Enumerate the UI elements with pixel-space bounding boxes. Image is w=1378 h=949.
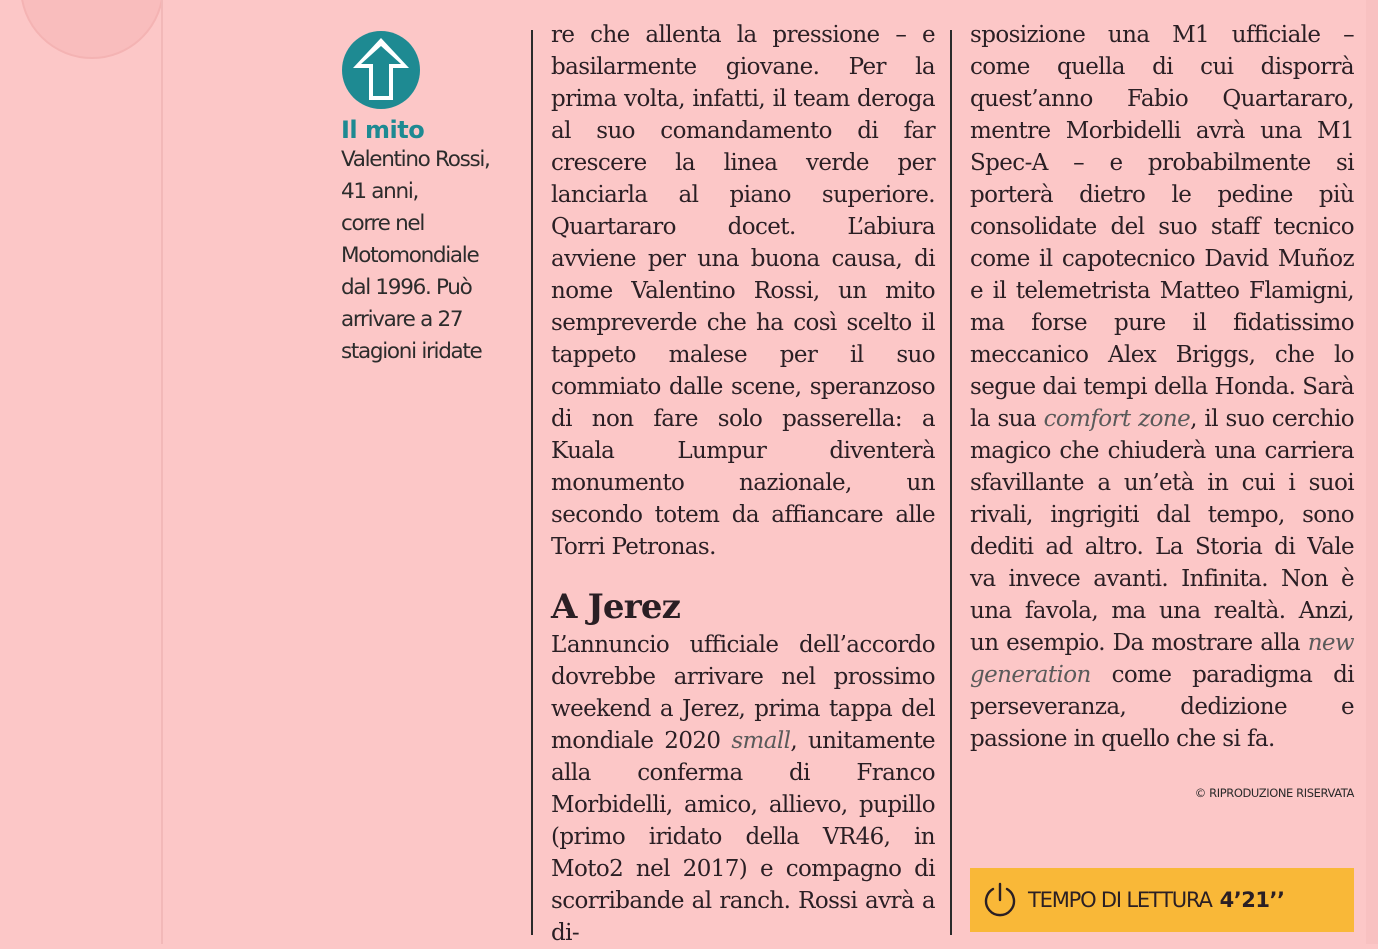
sidebar-box bbox=[341, 30, 521, 368]
italic-term: new generation bbox=[970, 630, 1354, 688]
paragraph: re che allenta la pressione – e basilarmente giovane. Per la prima volta, infatti, il team deroga al suo comandamento di far crescere la linea verde per lanciarla al piano superiore. Quartararo docet. L’abiura avviene per una buona causa, di nome Valentino Rossi, un mito sempreverde che ha così scelto il tappeto malese per il suo commiato dalle scene, speranzoso di non fare solo passerella: a Kuala Lumpur diventerà monumento nazionale, un secondo totem da affiancare alle Torri Petronas. bbox=[551, 22, 935, 560]
article-column-2 bbox=[970, 19, 1354, 809]
article-column-1 bbox=[551, 19, 935, 949]
text-run: come paradigma di perseveranza, dedizione e passione in quello che si fa. bbox=[970, 662, 1354, 752]
reading-time-value: 4’21’’ bbox=[1219, 888, 1285, 912]
italic-term: comfort zone bbox=[1043, 406, 1191, 432]
column-divider bbox=[531, 30, 533, 935]
copyright-notice: © RIPRODUZIONE RISERVATA bbox=[1194, 786, 1354, 800]
text-run: , unitamente alla conferma di Franco Morbidelli, amico, allievo, pupillo (primo iridato della VR46, in Moto2 nel 2017) e compagno di scorribande al ranch. Rossi avrà a di- bbox=[551, 728, 935, 946]
paragraph bbox=[551, 629, 935, 949]
reading-time-label: TEMPO DI LETTURA bbox=[1028, 888, 1212, 912]
power-icon bbox=[980, 880, 1020, 920]
sidebar-text: Valentino Rossi, 41 anni, corre nel Motomondiale dal 1996. Può arrivare a 27 stagioni iridate bbox=[341, 147, 490, 364]
sidebar-title: Il mito bbox=[341, 116, 425, 144]
paragraph bbox=[970, 19, 1354, 755]
italic-term: small bbox=[731, 728, 791, 754]
corner-decoration bbox=[20, 0, 164, 59]
text-run: , il suo cerchio magico che chiuderà una carriera sfavillante a un’età in cui i suoi rivali, ingrigiti dal tempo, sono dediti ad altro. La Storia di Vale va invece avanti. Infinita. Non è una favola, ma una realtà. Anzi, un esempio. Da mostrare alla bbox=[970, 406, 1354, 656]
subheading: A Jerez bbox=[551, 587, 681, 627]
page-edge bbox=[161, 0, 163, 944]
page-edge-right bbox=[1366, 0, 1378, 944]
text-run: sposizione una M1 ufficiale – come quella di cui disporrà quest’anno Fabio Quartararo, mentre Morbidelli avrà una M1 Spec-A – e probabilmente si porterà dietro le pedine più consolidate del suo staff tecnico come il capotecnico David Muñoz e il telemetrista Matteo Flamigni, ma forse pure il fidatissimo meccanico Alex Briggs, che lo segue dai tempi della Honda. Sarà la sua bbox=[970, 22, 1354, 432]
column-divider bbox=[950, 30, 952, 935]
arrow-up-circle-icon bbox=[341, 30, 421, 110]
reading-time-box bbox=[970, 868, 1354, 932]
text-run: L’annuncio ufficiale dell’accordo dovrebbe arrivare nel prossimo weekend a Jerez, prima tappa del mondiale 2020 bbox=[551, 632, 935, 754]
